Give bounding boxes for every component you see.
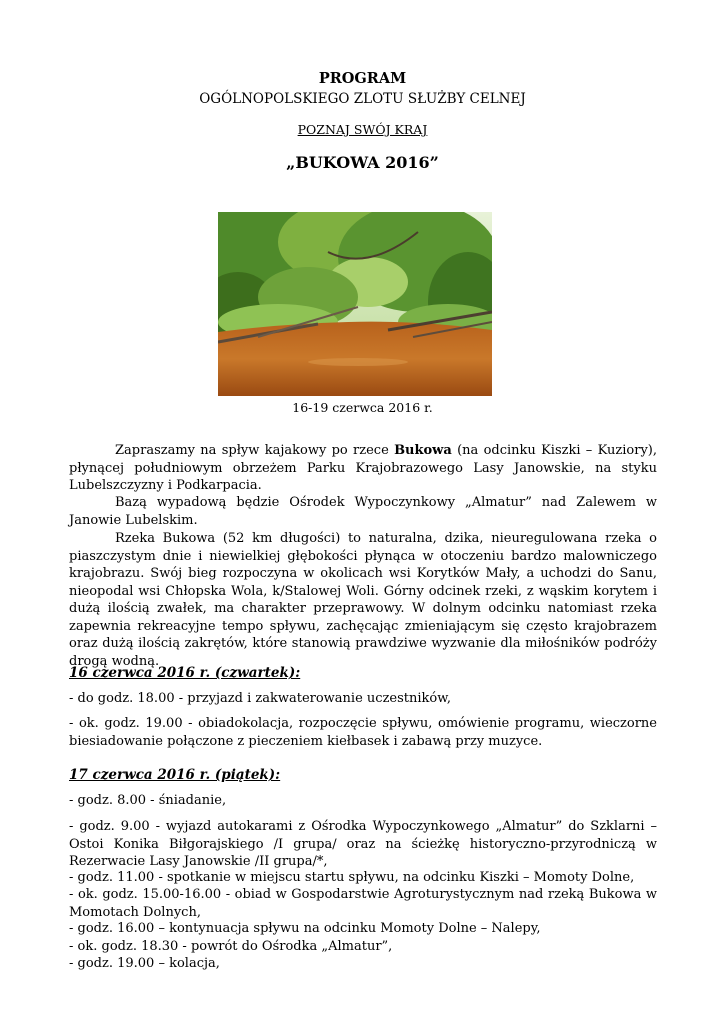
program-motto: POZNAJ SWÓJ KRAJ xyxy=(297,122,428,137)
program-title: PROGRAM xyxy=(318,70,407,87)
intro-text: Zapraszamy na spływ kajakowy po rzece xyxy=(115,443,395,458)
river-name: Bukowa xyxy=(394,443,452,458)
day2-date: 17 czerwca 2016 r. (piątek): xyxy=(69,767,281,783)
day2-item: - godz. 11.00 - spotkanie w miejscu startu spływu, na odcinku Kiszki – Momoty Dolne, xyxy=(69,870,635,885)
day1-item: - do godz. 18.00 - przyjazd i zakwaterowanie uczestników, xyxy=(69,691,451,706)
day2-item: - godz. 8.00 - śniadanie, xyxy=(69,793,227,808)
day2-item: - godz. 19.00 – kolacja, xyxy=(69,956,220,971)
day1-date: 16 czerwca 2016 r. (czwartek): xyxy=(69,665,301,681)
event-dates: 16-19 czerwca 2016 r. xyxy=(292,400,433,415)
intro-paragraph-3: Rzeka Bukowa (52 km długości) to naturalna, dzika, nieuregulowana rzeka o piaszczystym dnie i niewielkiej głębokości płynąca w otoczeniu bardzo malowniczego krajobrazu. Swój bieg rozpoczyna w okolicach wsi Korytków Mały, a uchodzi do Sanu, nieopodal wsi Chłopska Wola, k/Stalowej Woli. Górny odcinek rzeki, z wąskim korytem i dużą ilością zwałek, ma charakter przeprawowy. W dolnym odcinku natomiast rzeka zapewnia rekreacyjne tempo spływu, zachęcając zmieniającym się często krajobrazem oraz dużą ilością zakrętów, które stanowią prawdziwe wyzwanie dla miłośników podróży drogą wodną. xyxy=(69,531,657,669)
event-name: „BUKOWA 2016” xyxy=(286,153,439,172)
day2-item: - godz. 16.00 – kontynuacja spływu na odcinku Momoty Dolne – Nalepy, xyxy=(69,921,541,936)
day2-item: - ok. godz. 18.30 - powrót do Ośrodka „Almatur”, xyxy=(69,939,393,954)
day2-item: - godz. 9.00 - wyjazd autokarami z Ośrodka Wypoczynkowego „Almatur” do Szklarni – Ostoi Konika Biłgorajskiego /I grupa/ oraz na ścieżkę historyczno-przyrodniczą w Rezerwacie Lasy Janowskie /II grupa/*, xyxy=(69,819,657,869)
river-photo xyxy=(218,212,492,396)
intro-paragraph-1 xyxy=(69,442,657,495)
intro-paragraph-2: Bazą wypadową będzie Ośrodek Wypoczynkowy „Almatur” nad Zalewem w Janowie Lubelskim. xyxy=(69,495,657,528)
day1-item: - ok. godz. 19.00 - obiadokolacja, rozpoczęcie spływu, omówienie programu, wieczorne biesiadowanie połączone z pieczeniem kiełbasek i zabawą przy muzyce. xyxy=(69,716,657,749)
river-photo-icon xyxy=(218,212,492,396)
intro-text: (na odcinku Kiszki – Kuziory), płynącej południowym obrzeżem Parku Krajobrazowego Lasy Janowskie, na styku Lubelszczyzny i Podkarpacia. xyxy=(69,443,657,493)
day2-item: - ok. godz. 15.00-16.00 - obiad w Gospodarstwie Agroturystycznym nad rzeką Bukowa w Momotach Dolnych, xyxy=(69,887,657,920)
program-subtitle: OGÓLNOPOLSKIEGO ZLOTU SŁUŻBY CELNEJ xyxy=(199,91,526,107)
